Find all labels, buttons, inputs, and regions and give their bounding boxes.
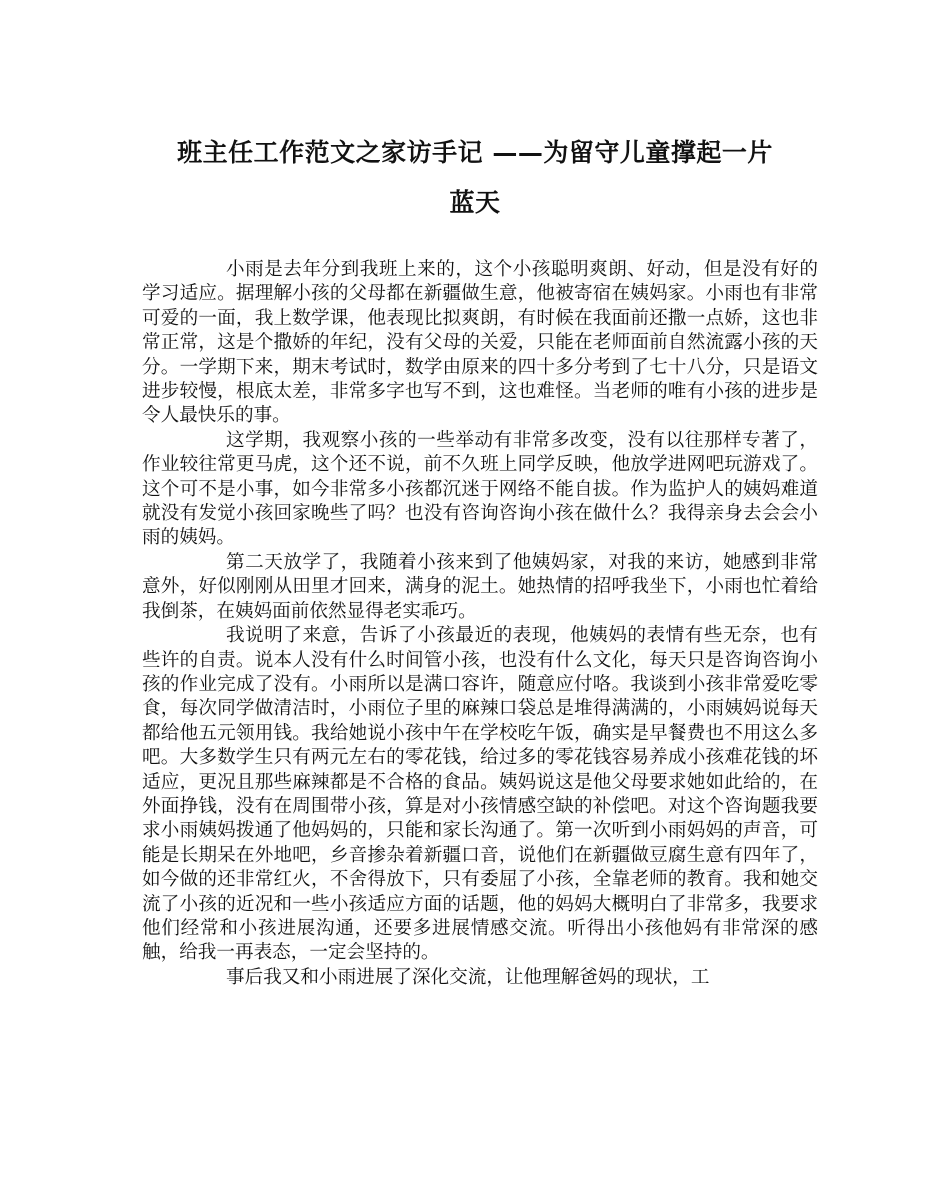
document-title — [140, 128, 810, 228]
title-line-2: 蓝天 — [449, 188, 501, 217]
paragraph-3: 第二天放学了，我随着小孩来到了他姨妈家，对我的来访，她感到非常意外，好似刚刚从田里才回来，满身的泥土。她热情的招呼我坐下，小雨也忙着给我倒茶，在姨妈面前依然显得老实乖巧。 — [142, 551, 818, 622]
paragraph-2: 这学期，我观察小孩的一些举动有非常多改变，没有以往那样专著了，作业较往常更马虎，这个还不说，前不久班上同学反映，他放学进网吧玩游戏了。这个可不是小事，如今非常多小孩都沉迷于网络不能自拔。作为监护人的姨妈难道就没有发觉小孩回家晚些了吗？也没有咨询咨询小孩在做什么？我得亲身去会会小雨的姨妈。 — [142, 429, 818, 549]
paragraph-5: 事后我又和小雨进展了深化交流，让他理解爸妈的现状，工 — [226, 966, 710, 988]
paragraph-1: 小雨是去年分到我班上来的，这个小孩聪明爽朗、好动，但是没有好的学习适应。据理解小孩的父母都在新疆做生意，他被寄宿在姨妈家。小雨也有非常可爱的一面，我上数学课，他表现比拟爽朗，有时候在我面前还撒一点娇，这也非常正常，这是个撒娇的年纪，没有父母的关爱，只能在老师面前自然流露小孩的天分。一学期下来，期末考试时，数学由原来的四十多分考到了七十八分，只是语文进步较慢，根底太差，非常多字也写不到，这也难怪。当老师的唯有小孩的进步是令人最快乐的事。 — [142, 259, 818, 427]
title-line-1: 班主任工作范文之家访手记 ——为留守儿童撑起一片 — [177, 138, 773, 167]
paragraph-4: 我说明了来意，告诉了小孩最近的表现，他姨妈的表情有些无奈，也有些许的自责。说本人没有什么时间管小孩，也没有什么文化，每天只是咨询咨询小孩的作业完成了没有。小雨所以是满口容许，随意应付咯。我谈到小孩非常爱吃零食，每次同学做清洁时，小雨位子里的麻辣口袋总是堆得满满的，小雨姨妈说每天都给他五元领用钱。我给她说小孩中午在学校吃午饭，确实是早餐费也不用这么多吧。大多数学生只有两元左右的零花钱，给过多的零花钱容易养成小孩难花钱的坏适应，更况且那些麻辣都是不合格的食品。姨妈说这是他父母要求她如此给的，在外面挣钱，没有在周围带小孩，算是对小孩情感空缺的补偿吧。对这个咨询题我要求小雨姨妈拨通了他妈妈的，只能和家长沟通了。第一次听到小雨妈妈的声音，可能是长期呆在外地吧，乡音掺杂着新疆口音，说他们在新疆做豆腐生意有四年了，如今做的还非常红火，不舍得放下，只有委屈了小孩，全靠老师的教育。我和她交流了小孩的近况和一些小孩适应方面的话题，他的妈妈大概明白了非常多，我要求他们经常和小孩进展沟通，还要多进展情感交流。听得出小孩他妈有非常深的感触，给我一再表态，一定会坚持的。 — [142, 625, 818, 964]
document-body — [142, 258, 818, 990]
